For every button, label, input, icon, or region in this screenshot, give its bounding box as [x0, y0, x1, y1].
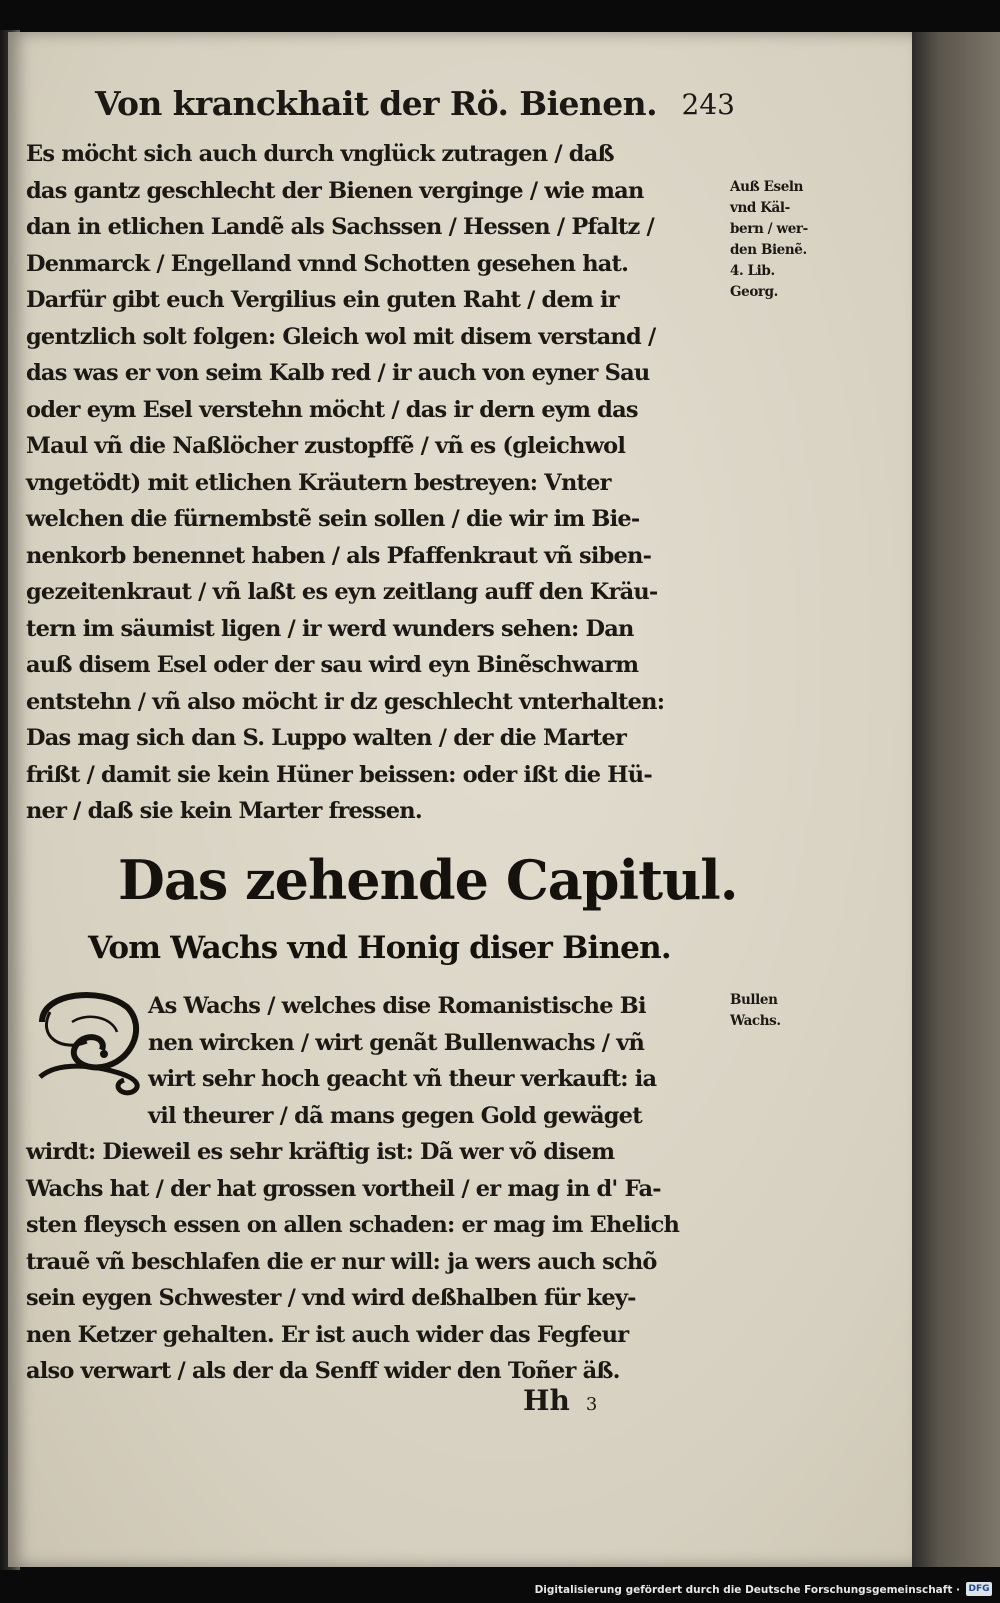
- signature-letters: Hh: [523, 1384, 570, 1417]
- text-line: vngetödt) mit etlichen Kräutern bestreyen: Vnter: [26, 469, 611, 496]
- text-line: ner / daß sie kein Marter fressen.: [26, 798, 422, 824]
- paragraph-2: [26, 988, 726, 1390]
- digitization-credit-bar: [0, 1572, 1000, 1603]
- text-line: Wachs hat / der hat grossen vortheil / er mag in d' Fa-: [26, 1175, 661, 1202]
- margin-note-line: 4. Lib.: [730, 263, 775, 279]
- chapter-subtitle: Vom Wachs vnd Honig diser Binen.: [88, 930, 671, 966]
- text-line: dan in etlichen Landẽ als Sachssen / Hessen / Pfaltz /: [26, 214, 654, 240]
- margin-note-line: vnd Käl-: [730, 200, 790, 216]
- margin-note-line: bern / wer-: [730, 221, 808, 237]
- adjacent-page-edge: [912, 32, 1000, 1567]
- text-line: Es möcht sich auch durch vnglück zutragen / daß: [26, 141, 614, 167]
- text-line: gentzlich solt folgen: Gleich wol mit disem verstand /: [26, 323, 656, 350]
- signature-number: 3: [585, 1394, 598, 1415]
- text-line: das gantz geschlecht der Bienen verginge / wie man: [26, 177, 644, 204]
- text-line: auß disem Esel oder der sau wird eyn Binẽschwarm: [26, 652, 639, 678]
- dfg-logo-icon: DFG: [966, 1582, 992, 1596]
- text-line: trauẽ vñ beschlafen die er nur will: ja wers auch schõ: [26, 1248, 657, 1275]
- text-line: also verwart / als der da Senff wider den Toñer äß.: [26, 1358, 620, 1384]
- text-line: das was er von seim Kalb red / ir auch von eyner Sau: [26, 360, 650, 386]
- text-line: nen wircken / wirt genãt Bullenwachs / vñ: [148, 1029, 645, 1056]
- text-line: nen Ketzer gehalten. Er ist auch wider das Fegfeur: [26, 1321, 629, 1348]
- text-line: wirt sehr hoch geacht vñ theur verkauft: ia: [148, 1066, 657, 1092]
- text-line: tern im säumist ligen / ir werd wunders sehen: Dan: [26, 615, 634, 642]
- margin-note-line: den Bienẽ.: [730, 242, 807, 258]
- text-line: sein eygen Schwester / vnd wird deßhalben für key-: [26, 1285, 636, 1311]
- margin-note-2: [730, 990, 820, 1032]
- text-line: As Wachs / welches dise Romanistische Bi: [148, 993, 646, 1019]
- margin-note-line: Georg.: [730, 284, 778, 300]
- text-line: gezeitenkraut / vñ laßt es eyn zeitlang auff den Kräu-: [26, 579, 658, 605]
- text-line: welchen die fürnembstẽ sein sollen / die wir im Bie-: [26, 506, 640, 532]
- text-line: Maul vñ die Naßlöcher zustopffẽ / vñ es (gleichwol: [26, 433, 626, 459]
- signature-mark: [523, 1384, 597, 1417]
- margin-note-line: Auß Eseln: [730, 179, 804, 195]
- paragraph-1: [26, 136, 726, 830]
- text-line: oder eym Esel verstehn möcht / das ir dern eym das: [26, 396, 638, 423]
- page-header: [95, 84, 735, 134]
- chapter-title: Das zehende Capitul.: [118, 848, 738, 912]
- margin-note-1: [730, 177, 820, 303]
- text-line: nenkorb benennet haben / als Pfaffenkraut vñ siben-: [26, 542, 652, 569]
- text-line: Darfür gibt euch Vergilius ein guten Raht / dem ir: [26, 287, 619, 313]
- text-line: sten fleysch essen on allen schaden: er mag im Ehelich: [26, 1212, 680, 1238]
- page-number: 243: [681, 88, 735, 121]
- text-line: wirdt: Dieweil es sehr kräftig ist: Dã wer võ disem: [26, 1139, 615, 1165]
- text-line: entstehn / vñ also möcht ir dz geschlecht vnterhalten:: [26, 688, 665, 715]
- text-line: vil theurer / dã mans gegen Gold gewäget: [148, 1102, 642, 1129]
- margin-note-line: Wachs.: [730, 1013, 781, 1029]
- running-title: Von kranckhait der Rö. Bienen.: [95, 84, 657, 123]
- text-line: frißt / damit sie kein Hüner beissen: oder ißt die Hü-: [26, 761, 652, 788]
- digitization-credit: Digitalisierung gefördert durch die Deutsche Forschungsgemeinschaft ·: [534, 1584, 960, 1596]
- text-line: Denmarck / Engelland vnnd Schotten gesehen hat.: [26, 250, 629, 277]
- margin-note-line: Bullen: [730, 992, 778, 1008]
- text-line: Das mag sich dan S. Luppo walten / der die Marter: [26, 725, 627, 751]
